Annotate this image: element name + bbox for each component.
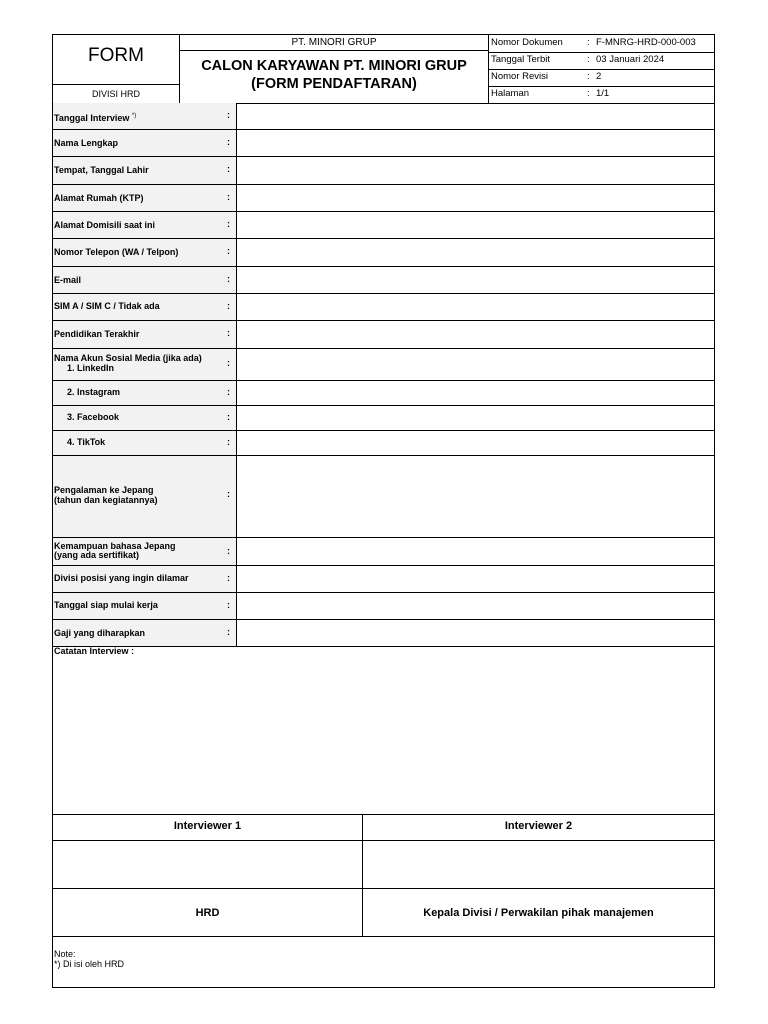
field-label-cell: [53, 381, 237, 405]
note-detail: *) Di isi oleh HRD: [54, 959, 125, 969]
field-row-tanggal-interview: [53, 103, 714, 130]
field-label-cell: [53, 593, 237, 619]
field-sublabel: (tahun dan kegiatannya): [54, 495, 158, 505]
field-label: Pengalaman ke Jepang: [54, 485, 154, 495]
field-row-sim: [53, 294, 714, 321]
interviewer-1-signature-box[interactable]: [53, 841, 362, 889]
field-colon: :: [227, 274, 230, 284]
meta-value: 03 Januari 2024: [596, 54, 665, 65]
hrd-label: HRD: [53, 889, 362, 937]
hrd-mark: *): [131, 113, 137, 119]
instagram-input[interactable]: [238, 381, 714, 405]
field-label: E-mail: [54, 275, 82, 285]
interview-notes-label: Catatan Interview :: [54, 646, 135, 656]
meta-colon: :: [587, 71, 590, 82]
alamat-domisili-input[interactable]: [238, 212, 714, 238]
field-label-cell: [53, 103, 237, 129]
field-label-cell: [53, 294, 237, 320]
tiktok-input[interactable]: [238, 431, 714, 455]
field-label: 3. Facebook: [67, 412, 120, 422]
field-label: Tempat, Tanggal Lahir: [54, 165, 149, 175]
bahasa-input[interactable]: [238, 538, 714, 565]
field-label: Alamat Domisili saat ini: [54, 220, 156, 230]
facebook-input[interactable]: [238, 406, 714, 430]
field-row-tanggal-kerja: [53, 593, 714, 620]
field-row-alamat-domisili: [53, 212, 714, 239]
field-label: SIM A / SIM C / Tidak ada: [54, 301, 160, 311]
field-label-linkedin: 1. LinkedIn: [67, 363, 115, 373]
field-row-alamat-rumah: [53, 185, 714, 212]
meta-row-nomor-revisi: [489, 69, 714, 87]
company-name: PT. MINORI GRUP: [180, 35, 488, 51]
meta-label: Nomor Dokumen: [491, 37, 563, 48]
field-label-cell: [53, 321, 237, 348]
field-label-cell: [53, 456, 237, 537]
form-label-cell: [53, 35, 180, 103]
form-word: FORM: [88, 45, 144, 66]
field-row-pengalaman: [53, 456, 714, 538]
field-label-cell: [53, 212, 237, 238]
field-colon: :: [227, 437, 230, 447]
form-title-line2: (FORM PENDAFTARAN): [251, 76, 417, 92]
tanggal-interview-input[interactable]: [238, 103, 714, 129]
field-label: Kemampuan bahasa Jepang: [54, 541, 176, 551]
field-row-instagram: [53, 381, 714, 406]
footer-note: [54, 949, 124, 969]
field-colon: :: [227, 164, 230, 174]
field-row-divisi-posisi: [53, 566, 714, 593]
meta-label: Tanggal Terbit: [491, 54, 550, 65]
field-label: Alamat Rumah (KTP): [54, 193, 144, 203]
title-cell: [180, 35, 489, 103]
field-label: Tanggal siap mulai kerja: [54, 600, 158, 610]
form-title: [180, 57, 488, 93]
field-colon: :: [227, 358, 230, 368]
field-colon: :: [227, 110, 230, 120]
tanggal-kerja-input[interactable]: [238, 593, 714, 619]
field-label: Nomor Telepon (WA / Telpon): [54, 247, 179, 257]
field-label: [54, 111, 136, 123]
field-colon: :: [227, 246, 230, 256]
gaji-input[interactable]: [238, 620, 714, 646]
divisi-posisi-input[interactable]: [238, 566, 714, 592]
meta-colon: :: [587, 54, 590, 65]
field-label-cell: [53, 349, 237, 380]
field-row-pendidikan: [53, 321, 714, 349]
field-label-cell: [53, 157, 237, 184]
pendidikan-input[interactable]: [238, 321, 714, 348]
interviewer-1-header: Interviewer 1: [53, 814, 362, 841]
meta-value: 1/1: [596, 88, 610, 99]
field-row-email: [53, 267, 714, 294]
field-row-linkedin: [53, 349, 714, 381]
field-colon: :: [227, 219, 230, 229]
meta-row-halaman: [489, 86, 714, 103]
alamat-rumah-input[interactable]: [238, 185, 714, 211]
nama-lengkap-input[interactable]: [238, 130, 714, 156]
interviewer-2-header: Interviewer 2: [363, 814, 714, 841]
meta-colon: :: [587, 37, 590, 48]
field-label: Pendidikan Terakhir: [54, 329, 140, 339]
pengalaman-input[interactable]: [238, 456, 714, 537]
kepala-divisi-label: Kepala Divisi / Perwakilan pihak manajemen: [363, 889, 714, 937]
ttl-input[interactable]: [238, 157, 714, 184]
field-colon: :: [227, 301, 230, 311]
document-meta: [489, 35, 714, 103]
meta-row-tanggal-terbit: [489, 52, 714, 70]
division-label: DIVISI HRD: [53, 84, 179, 104]
field-label-cell: [53, 538, 237, 565]
field-row-bahasa: [53, 538, 714, 566]
field-label-cell: [53, 130, 237, 156]
linkedin-input[interactable]: [238, 349, 714, 380]
field-sublabel: (yang ada sertifikat): [54, 550, 140, 560]
field-row-telepon: [53, 239, 714, 267]
sim-input[interactable]: [238, 294, 714, 320]
field-label: 4. TikTok: [67, 437, 106, 447]
field-label: Nama Akun Sosial Media (jika ada): [54, 353, 202, 363]
signature-divider: [362, 814, 363, 937]
field-row-ttl: [53, 157, 714, 185]
telepon-input[interactable]: [238, 239, 714, 266]
field-row-nama-lengkap: [53, 130, 714, 157]
field-label-cell: [53, 431, 237, 455]
field-colon: :: [227, 192, 230, 202]
field-colon: :: [227, 489, 230, 499]
field-label-text: Tanggal Interview: [54, 113, 130, 123]
interviewer-2-signature-box[interactable]: [363, 841, 714, 889]
field-colon: :: [227, 387, 230, 397]
field-row-tiktok: [53, 431, 714, 456]
field-colon: :: [227, 412, 230, 422]
meta-value: F-MNRG-HRD-000-003: [596, 37, 696, 48]
field-label-cell: [53, 267, 237, 293]
field-label-cell: [53, 406, 237, 430]
field-row-facebook: [53, 406, 714, 431]
field-label: Gaji yang diharapkan: [54, 628, 146, 638]
meta-label: Nomor Revisi: [491, 71, 549, 82]
form-header: [53, 35, 714, 104]
field-label: 2. Instagram: [67, 387, 121, 397]
meta-label: Halaman: [491, 88, 530, 99]
field-label-cell: [53, 185, 237, 211]
field-label: Divisi posisi yang ingin dilamar: [54, 573, 189, 583]
interview-notes-area[interactable]: [53, 647, 714, 815]
registration-form: [52, 34, 715, 988]
field-colon: :: [227, 600, 230, 610]
field-colon: :: [227, 573, 230, 583]
field-label-cell: [53, 239, 237, 266]
form-title-line1: CALON KARYAWAN PT. MINORI GRUP: [201, 58, 467, 74]
field-colon: :: [227, 137, 230, 147]
field-row-gaji: [53, 620, 714, 647]
field-colon: :: [227, 546, 230, 556]
meta-value: 2: [596, 71, 602, 82]
field-label-cell: [53, 620, 237, 646]
email-input[interactable]: [238, 267, 714, 293]
meta-colon: :: [587, 88, 590, 99]
field-colon: :: [227, 328, 230, 338]
field-colon: :: [227, 627, 230, 637]
meta-row-nomor-dokumen: [489, 35, 714, 53]
field-label-cell: [53, 566, 237, 592]
field-label: Nama Lengkap: [54, 138, 119, 148]
note-title: Note:: [54, 949, 76, 959]
